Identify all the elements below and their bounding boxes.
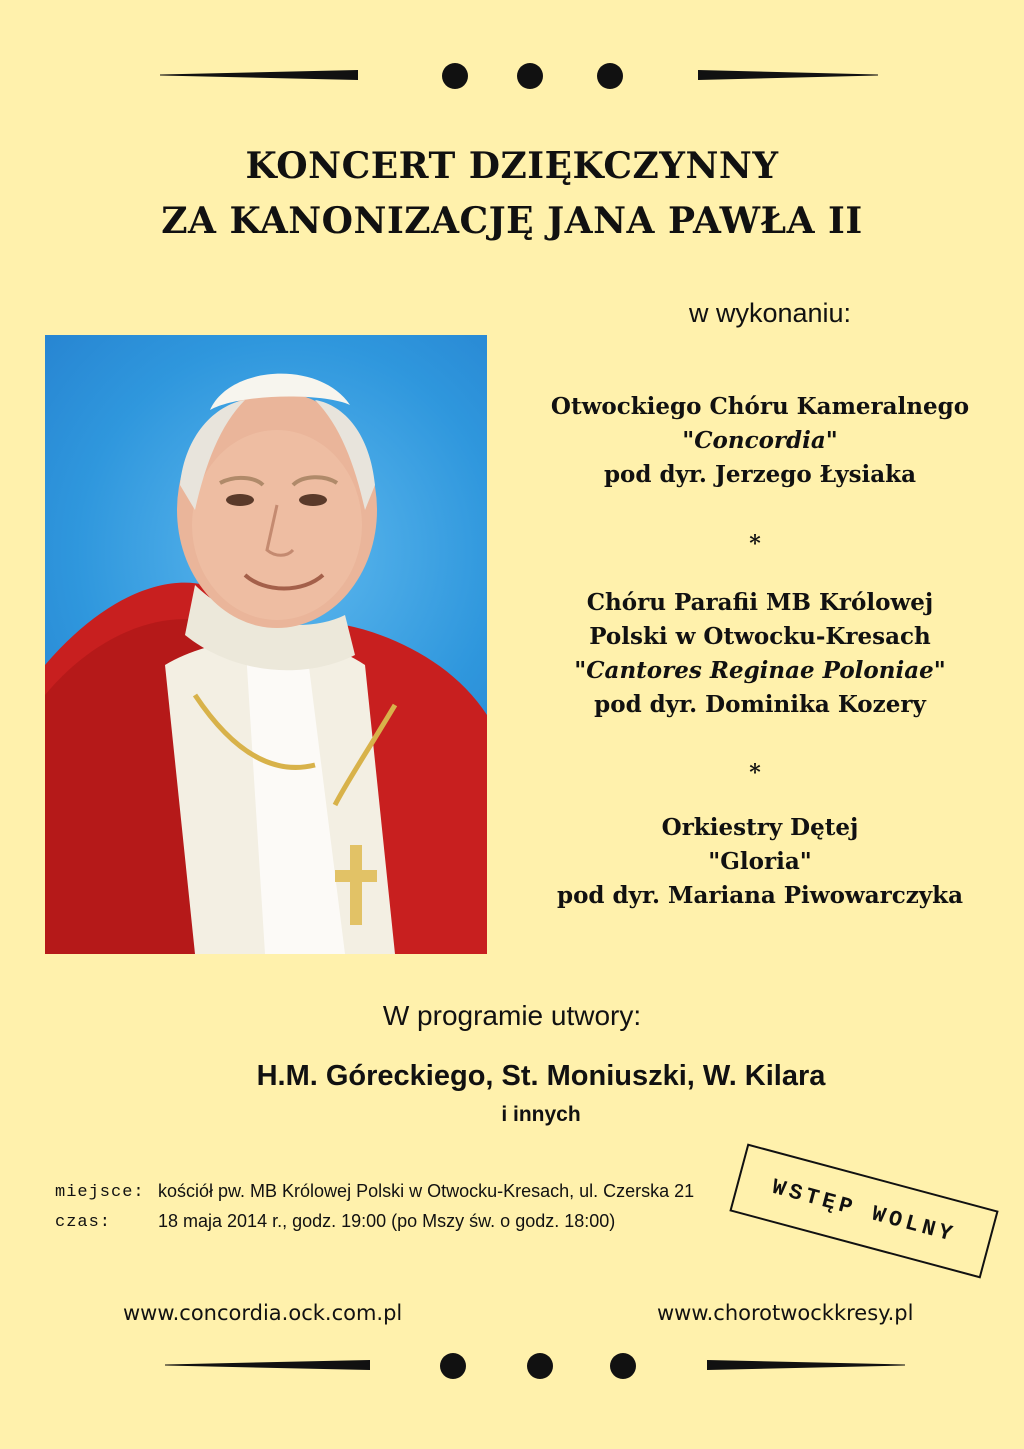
ensemble-2: [510, 586, 1010, 722]
ornament-dot-icon: [442, 63, 468, 89]
place-value: kościół pw. MB Królowej Polski w Otwocku-Kresach, ul. Czerska 21: [158, 1181, 695, 1201]
place-label: miejsce:: [55, 1183, 145, 1202]
ornament-bar-top-left: [160, 70, 358, 80]
ensemble-1: [510, 390, 1010, 492]
ornament-bar-top-right: [698, 70, 878, 80]
free-entry-stamp: WSTĘP WOLNY: [729, 1144, 998, 1279]
ornament-dot-icon: [440, 1353, 466, 1379]
website-link-chor-kresy[interactable]: www.chorotwockkresy.pl: [657, 1301, 914, 1325]
ensemble-1-conductor: pod dyr. Jerzego Łysiaka: [603, 461, 917, 488]
time-label: czas:: [55, 1213, 112, 1232]
performed-by-label: w wykonaniu:: [688, 298, 852, 328]
ornament-bar-bottom-right: [707, 1360, 905, 1370]
program-label: W programie utwory:: [382, 1000, 642, 1031]
separator-star: *: [749, 760, 761, 786]
title-line-1: KONCERT DZIĘKCZYNNY: [245, 145, 779, 187]
ensemble-1-name: Otwockiego Chóru Kameralnego: [550, 393, 970, 420]
portrait-image: [45, 335, 487, 954]
ensemble-2-conductor: pod dyr. Dominika Kozery: [594, 691, 926, 718]
ensemble-2-name-line-1: Chóru Parafii MB Królowej: [586, 589, 934, 616]
ornament-dot-icon: [610, 1353, 636, 1379]
program-others: i innych: [501, 1103, 581, 1126]
ornament-dot-icon: [527, 1353, 553, 1379]
program-composers: H.M. Góreckiego, St. Moniuszki, W. Kilara: [256, 1060, 826, 1092]
ornament-bar-bottom-left: [165, 1360, 370, 1370]
ornament-dot-icon: [597, 63, 623, 89]
ensemble-3-conductor: pod dyr. Mariana Piwowarczyka: [557, 882, 963, 909]
ensemble-2-subtitle: "Cantores Reginae Poloniae": [574, 657, 946, 684]
ensemble-3-subtitle: "Gloria": [708, 848, 812, 875]
ornament-dot-icon: [517, 63, 543, 89]
ensemble-2-name-line-2: Polski w Otwocku-Kresach: [589, 623, 931, 650]
ensemble-3: [510, 811, 1010, 913]
ensemble-1-subtitle: "Concordia": [682, 427, 838, 454]
title-line-2: ZA KANONIZACJĘ JANA PAWŁA II: [161, 200, 863, 242]
ensemble-3-name: Orkiestry Dętej: [661, 814, 859, 841]
time-value: 18 maja 2014 r., godz. 19:00 (po Mszy św. o godz. 18:00): [158, 1211, 616, 1231]
website-link-concordia[interactable]: www.concordia.ock.com.pl: [123, 1301, 403, 1325]
separator-star: *: [749, 531, 761, 557]
